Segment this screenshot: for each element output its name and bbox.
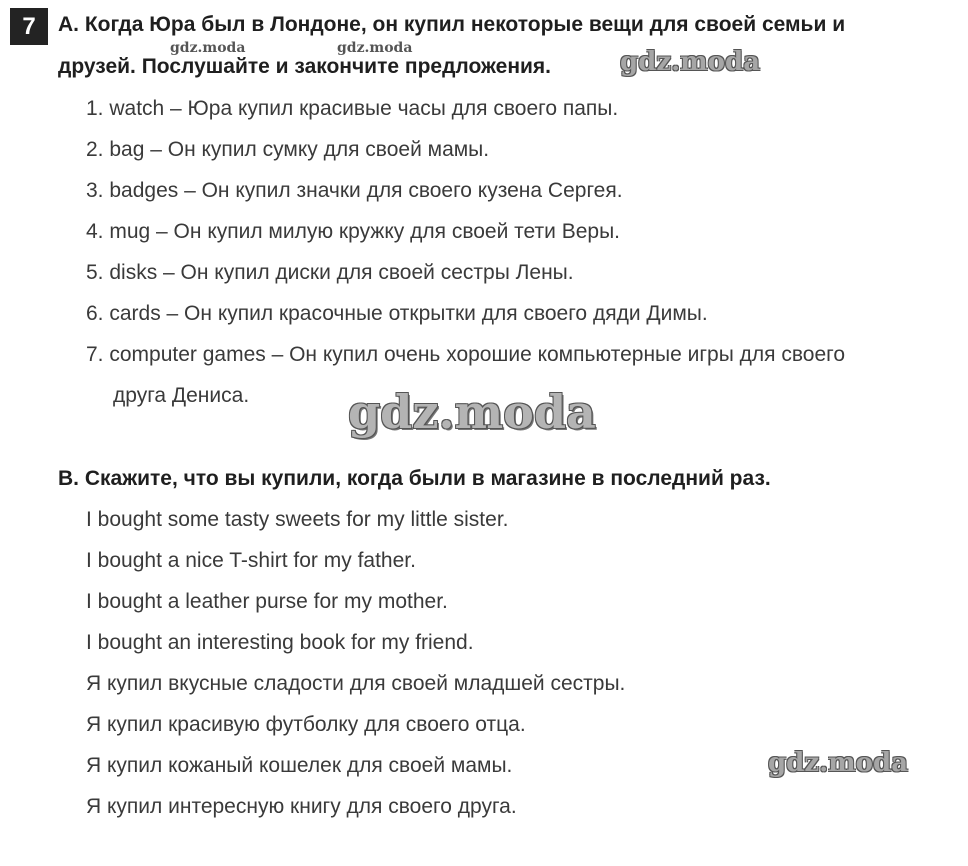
list-item-4: 4. mug – Он купил милую кружку для своей тети Веры. — [86, 220, 621, 243]
answer-line-3: I bought a leather purse for my mother. — [86, 590, 448, 613]
answer-line-4: I bought an interesting book for my friend. — [86, 631, 474, 654]
list-item-2: 2. bag – Он купил сумку для своей мамы. — [86, 138, 490, 161]
watermark-medium-2: gdz.moda — [768, 748, 909, 778]
watermark-small-2: gdz.moda — [337, 40, 413, 56]
section-a-heading-line2: друзей. Послушайте и закончите предложения. — [58, 55, 551, 78]
exercise-number-badge: 7 — [10, 8, 48, 45]
answer-line-5: Я купил вкусные сладости для своей младшей сестры. — [86, 672, 626, 695]
answer-line-2: I bought a nice T-shirt for my father. — [86, 549, 416, 572]
list-item-1: 1. watch – Юра купил красивые часы для своего папы. — [86, 97, 619, 120]
watermark-medium-1: gdz.moda — [620, 47, 761, 77]
watermark-small-1: gdz.moda — [170, 40, 246, 56]
section-b-heading: B. Скажите, что вы купили, когда были в магазине в последний раз. — [58, 467, 771, 490]
list-item-7: 7. computer games – Он купил очень хорошие компьютерные игры для своего — [86, 343, 846, 366]
list-item-7-continuation: друга Дениса. — [113, 384, 250, 407]
section-a-heading-line1: A. Когда Юра был в Лондоне, он купил некоторые вещи для своей семьи и — [58, 13, 846, 36]
list-item-6: 6. cards – Он купил красочные открытки для своего дяди Димы. — [86, 302, 708, 325]
list-item-5: 5. disks – Он купил диски для своей сестры Лены. — [86, 261, 574, 284]
list-item-3: 3. badges – Он купил значки для своего кузена Сергея. — [86, 179, 623, 202]
answer-line-6: Я купил красивую футболку для своего отца. — [86, 713, 526, 736]
answer-line-8: Я купил интересную книгу для своего друга. — [86, 795, 517, 818]
watermark-large: gdz.moda — [348, 385, 596, 439]
answer-line-1: I bought some tasty sweets for my little sister. — [86, 508, 509, 531]
answer-line-7: Я купил кожаный кошелек для своей мамы. — [86, 754, 513, 777]
